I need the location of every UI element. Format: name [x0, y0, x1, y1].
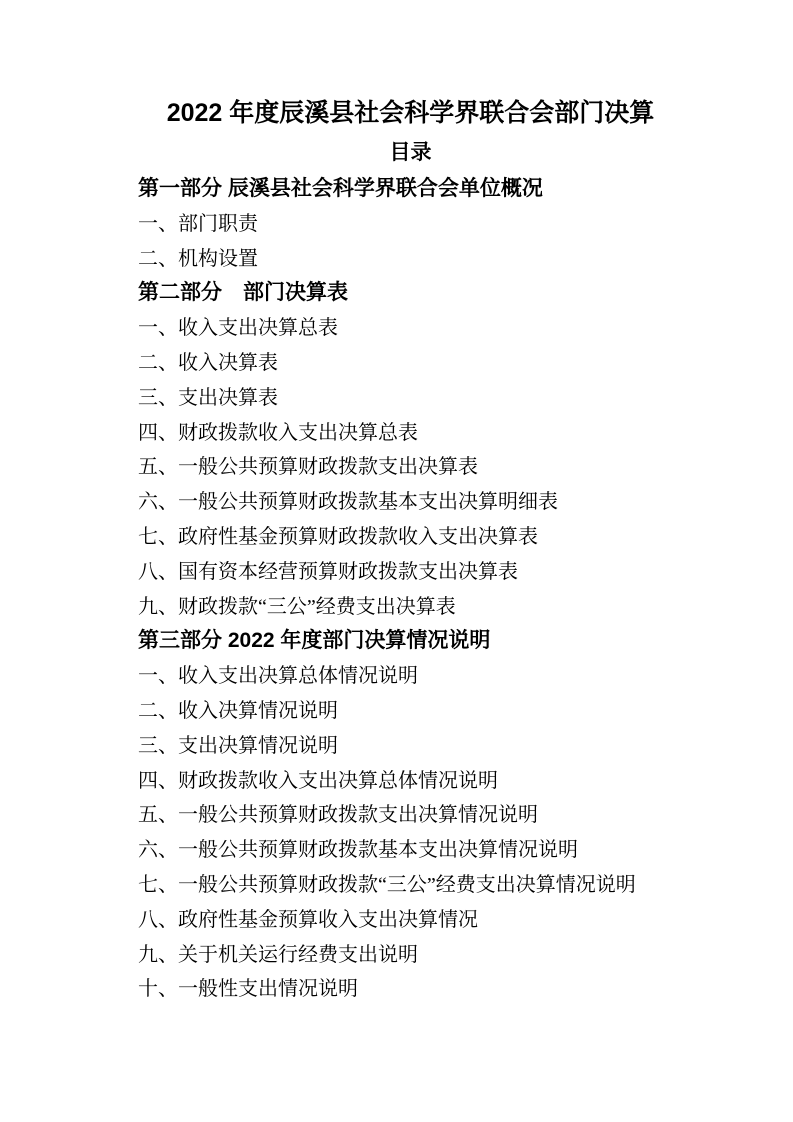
toc-item-2-1: 一、收入支出决算总表	[138, 317, 338, 340]
toc-item-3-9: 九、关于机关运行经费支出说明	[138, 943, 418, 966]
toc-item-3-6: 六、一般公共预算财政拨款基本支出决算情况说明	[138, 839, 578, 862]
toc-item-3-7: 七、一般公共预算财政拨款“三公”经费支出决算情况说明	[138, 873, 636, 896]
toc-item-3-8: 八、政府性基金预算收入支出决算情况	[138, 908, 478, 931]
toc-item-3-4: 四、财政拨款收入支出决算总体情况说明	[138, 769, 498, 792]
toc-item-3-2: 二、收入决算情况说明	[138, 699, 338, 722]
section-3-heading: 第三部分 2022 年度部门决算情况说明	[138, 629, 491, 653]
toc-item-2-4: 四、财政拨款收入支出决算总表	[138, 421, 418, 444]
toc-item-2-6: 六、一般公共预算财政拨款基本支出决算明细表	[138, 491, 558, 514]
document-title: 2022 年度辰溪县社会科学界联合会部门决算	[166, 99, 655, 127]
toc-item-2-9: 九、财政拨款“三公”经费支出决算表	[138, 595, 456, 618]
toc-item-3-10: 十、一般性支出情况说明	[138, 978, 358, 1001]
toc-item-2-7: 七、政府性基金预算财政拨款收入支出决算表	[138, 525, 538, 548]
toc-item-3-1: 一、收入支出决算总体情况说明	[138, 665, 418, 688]
toc-item-1-1: 一、部门职责	[138, 212, 258, 235]
section-2-heading: 第二部分 部门决算表	[138, 281, 348, 305]
section-1-heading: 第一部分 辰溪县社会科学界联合会单位概况	[138, 177, 543, 200]
toc-item-2-3: 三、支出决算表	[138, 386, 278, 409]
toc-item-3-5: 五、一般公共预算财政拨款支出决算情况说明	[138, 804, 538, 827]
toc-item-1-2: 二、机构设置	[138, 247, 258, 270]
toc-item-2-5: 五、一般公共预算财政拨款支出决算表	[138, 456, 478, 479]
toc-item-2-8: 八、国有资本经营预算财政拨款支出决算表	[138, 560, 518, 583]
toc-item-3-3: 三、支出决算情况说明	[138, 734, 338, 757]
toc-item-2-2: 二、收入决算表	[138, 351, 278, 374]
toc-heading: 目录	[389, 141, 432, 164]
